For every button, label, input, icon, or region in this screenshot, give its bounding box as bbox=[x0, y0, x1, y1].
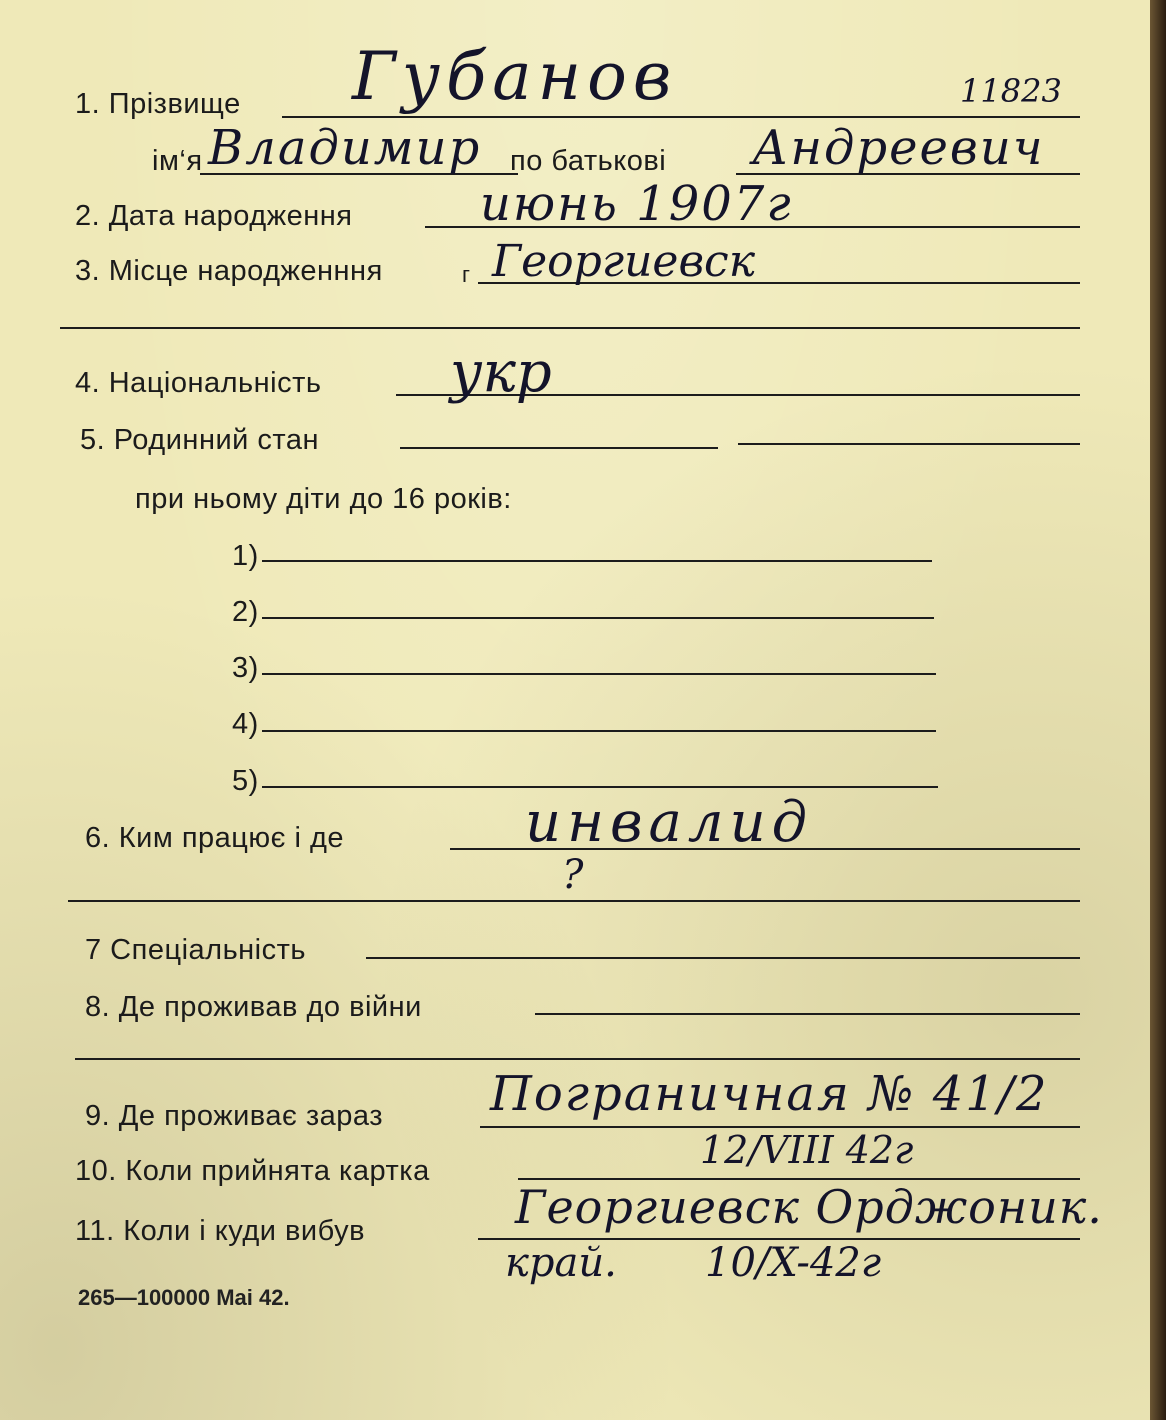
field-birthplace-prefix: г bbox=[462, 262, 471, 287]
field-surname-label: 1. Прізвище bbox=[75, 88, 241, 120]
field-prewar-residence-line bbox=[535, 1013, 1080, 1015]
field-current-residence-value: Пограничная № 41/2 bbox=[490, 1066, 1049, 1122]
field-surname-value: Губанов bbox=[352, 38, 678, 115]
field-name-label: ім‘я bbox=[152, 145, 203, 177]
children-label: при ньому діти до 16 років: bbox=[135, 483, 512, 515]
child-item-2-line bbox=[262, 617, 934, 619]
field-surname-number: 11823 bbox=[960, 72, 1062, 110]
field-birthdate-label: 2. Дата народження bbox=[75, 200, 353, 232]
field-departure-value-region: край. bbox=[505, 1240, 617, 1286]
child-item-2-label: 2) bbox=[232, 596, 259, 628]
field-prewar-residence-line-2 bbox=[75, 1058, 1080, 1060]
field-occupation-value: инвалид bbox=[525, 790, 814, 855]
field-family-status-label: 5. Родинний стан bbox=[80, 424, 320, 456]
field-card-accepted-value: 12/VIII 42г bbox=[700, 1128, 914, 1172]
field-birthplace-line-2 bbox=[60, 327, 1080, 329]
field-departure-label: 11. Коли і куди вибув bbox=[75, 1215, 365, 1247]
field-occupation-label: 6. Ким працює і де bbox=[85, 822, 345, 854]
child-item-5-label: 5) bbox=[232, 765, 259, 797]
child-item-3-line bbox=[262, 673, 936, 675]
field-birthplace-value: Георгиевск bbox=[492, 236, 755, 287]
field-occupation-line-2 bbox=[68, 900, 1080, 902]
field-name-value: Владимир bbox=[208, 120, 482, 176]
field-birthplace-label: 3. Місце народженння bbox=[75, 255, 383, 287]
field-current-residence-label: 9. Де проживає зараз bbox=[85, 1100, 384, 1132]
field-departure-value-date: 10/X-42г bbox=[705, 1240, 882, 1286]
child-item-4-label: 4) bbox=[232, 708, 259, 740]
field-patronymic-value: Андреевич bbox=[752, 120, 1045, 176]
card-edge-shadow bbox=[1150, 0, 1166, 1420]
field-surname-line bbox=[282, 116, 1080, 118]
field-family-status-line-2 bbox=[738, 443, 1080, 445]
child-item-4-line bbox=[262, 730, 936, 732]
field-nationality-value: укр bbox=[450, 340, 552, 405]
field-nationality-label: 4. Національність bbox=[75, 367, 322, 399]
field-card-accepted-label: 10. Коли прийнята картка bbox=[75, 1155, 430, 1187]
field-birthdate-value: июнь 1907г bbox=[480, 176, 793, 232]
child-item-5-line bbox=[262, 786, 938, 788]
field-departure-value: Георгиевск Орджоник. bbox=[515, 1180, 1103, 1234]
field-specialty-line bbox=[366, 957, 1080, 959]
child-item-1-line bbox=[262, 560, 932, 562]
child-item-3-label: 3) bbox=[232, 652, 259, 684]
child-item-1-label: 1) bbox=[232, 540, 259, 572]
form-print-code: 265—100000 Mai 42. bbox=[78, 1285, 290, 1310]
field-specialty-label: 7 Спеціальність bbox=[85, 934, 307, 966]
field-family-status-line bbox=[400, 447, 718, 449]
field-patronymic-label: по батькові bbox=[510, 145, 667, 177]
field-occupation-question-mark: ? bbox=[562, 852, 584, 898]
field-prewar-residence-label: 8. Де проживав до війни bbox=[85, 991, 422, 1023]
